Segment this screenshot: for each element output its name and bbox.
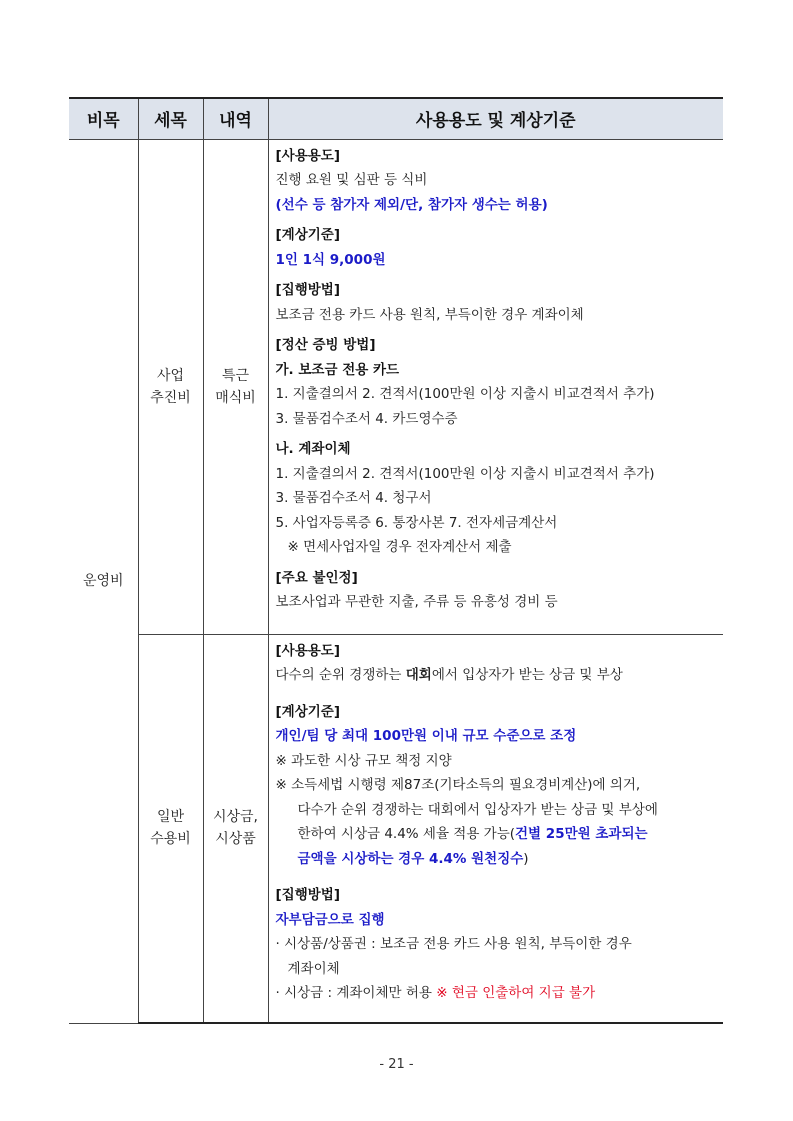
budget-table <box>69 97 723 1024</box>
detail-cell <box>203 634 268 1023</box>
exec-bullet: · 시상품/상품권 : 보조금 전용 카드 사용 원칙, 부득이한 경우 <box>275 936 632 952</box>
table-row <box>69 634 723 1023</box>
sub-item-line: 사업 <box>156 367 185 384</box>
transfer-line: 3. 물품검수조서 4. 청구서 <box>275 490 432 506</box>
card-line: 1. 지출결의서 2. 견적서(100만원 이상 지출시 비교견적서 추가) <box>275 386 655 402</box>
sub-item-line: 추진비 <box>150 389 191 406</box>
table-header-row <box>69 98 723 139</box>
tax-note-line: 다수가 순위 경쟁하는 대회에서 입상자가 받는 상금 및 부상에 <box>297 801 658 818</box>
usage-heading: [사용용도] <box>275 147 341 164</box>
calc-note: ※ 과도한 시상 규모 책정 지양 <box>275 752 452 769</box>
card-line: 3. 물품검수조서 4. 카드영수증 <box>275 410 458 427</box>
exec-heading: [집행방법] <box>275 282 341 298</box>
calc-heading: [계상기준] <box>275 227 341 243</box>
card-heading: 가. 보조금 전용 카드 <box>275 361 400 378</box>
calc-heading: [계상기준] <box>275 703 341 720</box>
sub-item-cell <box>138 634 203 1023</box>
detail-line: 시상금, <box>212 809 259 826</box>
proof-heading: [정산 증빙 방법] <box>275 337 376 353</box>
detail-line: 시상품 <box>215 831 256 848</box>
usage-criteria-cell <box>268 634 723 1023</box>
reject-text: 보조사업과 무관한 지출, 주류 등 유흥성 경비 등 <box>275 594 558 610</box>
exec-heading: [집행방법] <box>275 887 341 903</box>
exec-text: 자부담금으로 집행 <box>275 911 385 928</box>
usage-text: 진행 요원 및 심판 등 식비 <box>275 172 428 188</box>
calc-text: 1인 1식 9,000원 <box>275 251 386 268</box>
header-sub-item: 세목 <box>138 98 203 139</box>
exec-bullet-cont: 계좌이체 <box>287 960 340 977</box>
sub-item-line: 수용비 <box>150 831 191 848</box>
usage-note: (선수 등 참가자 제외/단, 참가자 생수는 허용) <box>275 196 548 213</box>
sub-item-line: 일반 <box>156 809 185 826</box>
header-usage-criteria: 사용용도 및 계상기준 <box>268 98 723 139</box>
transfer-heading: 나. 계좌이체 <box>275 441 351 457</box>
exec-bullet: · 시상금 : 계좌이체만 허용 ※ 현금 인출하여 지급 불가 <box>275 985 596 1001</box>
tax-note-line: ※ 소득세법 시행령 제87조(기타소득의 필요경비계산)에 의거, <box>275 777 641 793</box>
usage-criteria-cell <box>268 139 723 634</box>
calc-text: 개인/팀 당 최대 100만원 이내 규모 수준으로 조정 <box>275 728 577 744</box>
usage-text: 다수의 순위 경쟁하는 대회에서 입상자가 받는 상금 및 부상 <box>275 667 623 683</box>
category-cell: 운영비 <box>69 139 138 1023</box>
header-budget-item: 비목 <box>69 98 138 139</box>
table-row <box>69 139 723 634</box>
transfer-note: ※ 면세사업자일 경우 전자계산서 제출 <box>287 539 512 555</box>
header-detail: 내역 <box>203 98 268 139</box>
detail-cell <box>203 139 268 634</box>
tax-note-line: 금액을 시상하는 경우 4.4% 원천징수) <box>297 850 529 867</box>
detail-line: 매식비 <box>215 389 256 406</box>
tax-note-line: 한하여 시상금 4.4% 세율 적용 가능(건별 25만원 초과되는 <box>297 826 648 842</box>
usage-heading: [사용용도] <box>275 642 341 659</box>
transfer-line: 1. 지출결의서 2. 견적서(100만원 이상 지출시 비교견적서 추가) <box>275 465 655 482</box>
exec-text: 보조금 전용 카드 사용 원칙, 부득이한 경우 계좌이체 <box>275 306 584 323</box>
detail-line: 특근 <box>221 367 250 384</box>
page-number: - 21 - <box>379 1057 414 1072</box>
sub-item-cell <box>138 139 203 634</box>
transfer-line: 5. 사업자등록증 6. 통장사본 7. 전자세금계산서 <box>275 514 558 531</box>
reject-heading: [주요 불인정] <box>275 569 358 586</box>
